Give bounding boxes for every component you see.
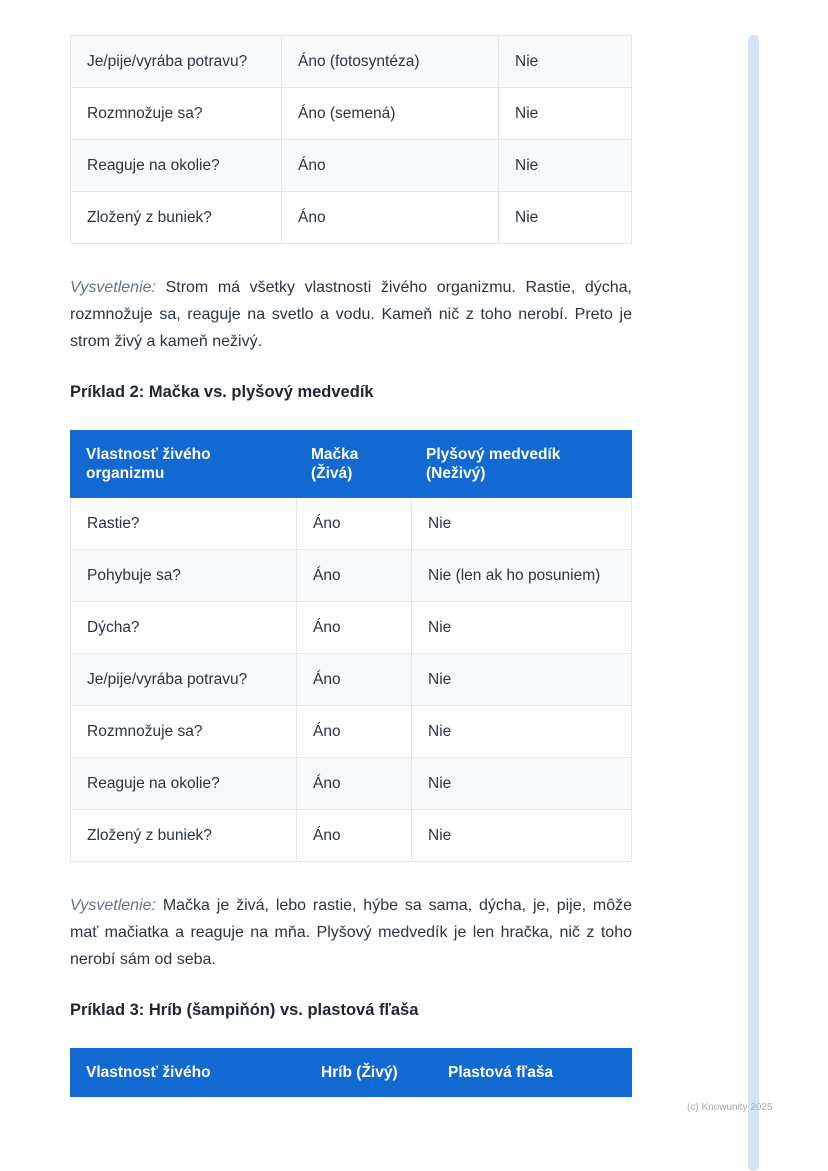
header-cell-living: Mačka (Živá) bbox=[311, 446, 359, 482]
section-heading-priklad-2: Príklad 2: Mačka vs. plyšový medvedík bbox=[70, 383, 374, 401]
value-cell-nonliving: Nie (len ak ho posuniem) bbox=[411, 550, 631, 601]
explanation-label: Vysvetlenie: bbox=[70, 897, 156, 914]
row-label-cell: Je/pije/vyrába potravu? bbox=[87, 671, 248, 688]
table-body bbox=[70, 498, 632, 862]
copyright-watermark: (c) Knowunity 2025 bbox=[687, 1102, 773, 1113]
value-cell-living: Áno bbox=[281, 140, 498, 191]
table-row bbox=[71, 549, 631, 601]
comparison-table-hrib-flasa bbox=[70, 1048, 632, 1097]
row-label-cell: Zložený z buniek? bbox=[87, 827, 212, 844]
row-label-cell: Dýcha? bbox=[87, 619, 140, 636]
row-label-cell: Reaguje na okolie? bbox=[87, 775, 220, 792]
explanation-text: Mačka je živá, lebo rastie, hýbe sa sama, dýcha, je, pije, môže mať mačiatka a reaguje na mňa. Plyšový medvedík je len hračka, nič z toho nerobí sám od seba. bbox=[70, 897, 632, 968]
value-cell-living: Áno bbox=[296, 758, 411, 809]
value-cell-living: Áno bbox=[296, 550, 411, 601]
value-cell-living: Áno bbox=[296, 498, 411, 549]
value-cell-living: Áno bbox=[296, 602, 411, 653]
row-label-cell: Rozmnožuje sa? bbox=[87, 105, 203, 122]
table-header bbox=[70, 1048, 632, 1097]
table-row bbox=[71, 87, 631, 139]
table-row bbox=[71, 757, 631, 809]
value-cell-nonliving: Nie bbox=[498, 140, 631, 191]
table-row bbox=[71, 653, 631, 705]
header-cell-nonliving: Plyšový medvedík (Neživý) bbox=[426, 446, 561, 482]
value-cell-living: Áno (semená) bbox=[281, 88, 498, 139]
value-cell-living: Áno bbox=[296, 654, 411, 705]
row-label-cell: Je/pije/vyrába potravu? bbox=[87, 53, 248, 70]
value-cell-living: Áno bbox=[296, 706, 411, 757]
header-cell-property: Vlastnosť živého bbox=[86, 1064, 211, 1081]
row-label-cell: Rozmnožuje sa? bbox=[87, 723, 203, 740]
row-label-cell: Rastie? bbox=[87, 515, 140, 532]
value-cell-living: Áno bbox=[296, 810, 411, 861]
row-label-cell: Reaguje na okolie? bbox=[87, 157, 220, 174]
value-cell-living: Áno bbox=[281, 192, 498, 243]
value-cell-nonliving: Nie bbox=[411, 602, 631, 653]
scrollbar-thumb[interactable] bbox=[748, 35, 759, 1171]
value-cell-nonliving: Nie bbox=[498, 36, 631, 87]
value-cell-nonliving: Nie bbox=[411, 654, 631, 705]
value-cell-nonliving: Nie bbox=[498, 88, 631, 139]
table-row bbox=[71, 705, 631, 757]
table-row bbox=[71, 498, 631, 549]
explanation-text: Strom má všetky vlastnosti živého organizmu. Rastie, dýcha, rozmnožuje sa, reaguje na svetlo a vodu. Kameň nič z toho nerobí. Preto je strom živý a kameň neživý. bbox=[70, 279, 632, 350]
value-cell-nonliving: Nie bbox=[411, 810, 631, 861]
table-row bbox=[71, 139, 631, 191]
table-header bbox=[70, 430, 632, 498]
value-cell-nonliving: Nie bbox=[411, 498, 631, 549]
document-content bbox=[70, 0, 632, 1097]
explanation-paragraph-2 bbox=[70, 892, 632, 973]
table-row bbox=[71, 36, 631, 87]
table-row bbox=[71, 601, 631, 653]
header-cell-living: Hríb (Živý) bbox=[321, 1064, 398, 1081]
value-cell-nonliving: Nie bbox=[411, 758, 631, 809]
explanation-label: Vysvetlenie: bbox=[70, 279, 156, 296]
header-cell-nonliving: Plastová fľaša bbox=[448, 1064, 554, 1081]
header-cell-property: Vlastnosť živého organizmu bbox=[86, 446, 211, 482]
section-heading-priklad-3: Príklad 3: Hríb (šampiňón) vs. plastová fľaša bbox=[70, 1001, 419, 1019]
row-label-cell: Pohybuje sa? bbox=[87, 567, 181, 584]
comparison-table-macka-medvedik bbox=[70, 430, 632, 862]
table-body bbox=[70, 35, 632, 244]
table-row bbox=[71, 809, 631, 861]
value-cell-nonliving: Nie bbox=[411, 706, 631, 757]
comparison-table-strom-kamen bbox=[70, 35, 632, 244]
value-cell-living: Áno (fotosyntéza) bbox=[281, 36, 498, 87]
value-cell-nonliving: Nie bbox=[498, 192, 631, 243]
table-row bbox=[71, 191, 631, 243]
explanation-paragraph-1 bbox=[70, 274, 632, 355]
row-label-cell: Zložený z buniek? bbox=[87, 209, 212, 226]
